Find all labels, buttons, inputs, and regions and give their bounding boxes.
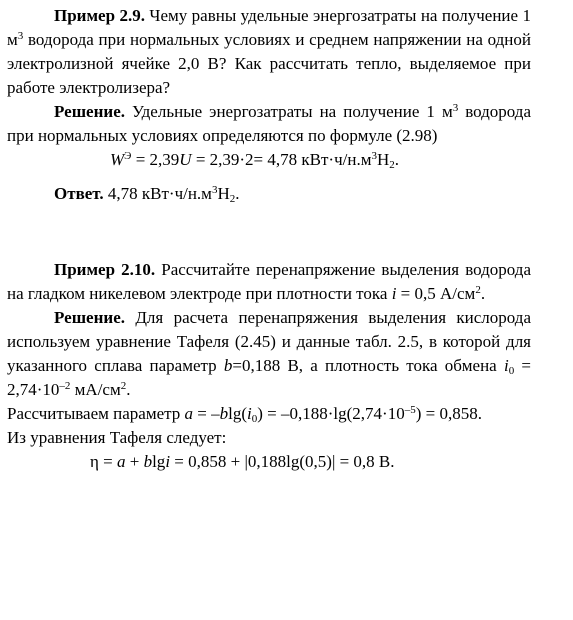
final-equation <box>90 450 395 474</box>
formula-end: . <box>394 150 399 169</box>
final-i: i <box>165 452 171 471</box>
calc-line <box>7 402 482 426</box>
example-2-10-question-text-a: Рассчитайте перенапряжение выделения водорода на гладком никелевом электроде при плотности тока <box>7 260 531 303</box>
solution-var-b: b <box>223 356 233 375</box>
example-2-10-solution <box>7 306 531 402</box>
example-2-10-solution-end: . <box>126 380 131 399</box>
formula-u: U <box>179 150 192 169</box>
calc-var-b: b <box>219 404 229 423</box>
answer-h: H <box>217 184 230 203</box>
formula-unit-sup: 3 <box>371 150 377 162</box>
final-rest: = 0,858 + <box>170 452 245 471</box>
calc-var-a: a <box>184 404 194 423</box>
example-2-9-solution-text-b: водорода при нормальных условиях определяются по формуле (2.98) <box>7 102 531 145</box>
answer-end: . <box>235 184 240 203</box>
solution-sup-exp: –2 <box>59 380 71 392</box>
answer-sub: 2 <box>229 193 236 205</box>
answer-label: Ответ. <box>54 184 104 203</box>
final-lg: lg <box>152 452 166 471</box>
final-result: = 0,8 В. <box>335 452 395 471</box>
example-2-9-solution-label: Решение. <box>54 102 125 121</box>
example-2-9-question-text-a: Чему равны удельные энергозатраты на получение 1 м <box>7 6 531 49</box>
formula-eq2: = 2,39·2= 4,78 кВт·ч/н.м <box>191 150 372 169</box>
example-2-10-solution-text-c: = 2,74·10 <box>7 356 532 399</box>
final-a: a <box>116 452 126 471</box>
calc-sup: –5 <box>404 404 416 416</box>
example-2-10-label: Пример 2.10. <box>54 260 156 279</box>
example-2-9-question <box>7 4 531 100</box>
formula-h-sub: 2 <box>389 159 395 171</box>
example-2-10-question-end: . <box>480 284 486 303</box>
example-2-10-solution-label: Решение. <box>54 308 125 327</box>
final-plus: + <box>125 452 144 471</box>
example-2-10-question-sup: 2 <box>475 284 481 296</box>
example-2-9-question-sup: 3 <box>17 30 24 42</box>
example-2-9-answer <box>54 182 239 206</box>
tafel-line: Из уравнения Тафеля следует: <box>7 428 227 447</box>
calc-var-i: i <box>247 404 252 423</box>
final-bar-right: | <box>331 452 336 471</box>
example-2-10-question-var-i: i <box>391 284 397 303</box>
example-2-10-solution-text-d: мА/см <box>70 380 121 399</box>
solution-var-i: i <box>503 356 509 375</box>
example-2-9-solution-text-a: Удельные энергозатраты на получение 1 м <box>125 102 453 121</box>
example-2-9-solution-sup: 3 <box>452 102 459 114</box>
solution-sub-0: 0 <box>508 365 515 377</box>
calc-text-c: lg( <box>228 404 248 423</box>
formula-h: H <box>376 150 390 169</box>
answer-text-a: 4,78 кВт·ч/н.м <box>103 184 212 203</box>
formula-w-sup: Э <box>124 150 132 162</box>
calc-text-a: Рассчитываем параметр <box>7 404 185 423</box>
example-2-10-question-text-b: = 0,5 А/см <box>396 284 476 303</box>
example-2-9-solution <box>7 100 531 148</box>
example-2-9-formula <box>110 148 399 172</box>
example-2-10-question <box>7 258 531 306</box>
final-b: b <box>143 452 153 471</box>
final-bar-left: | <box>244 452 248 471</box>
calc-text-b: = – <box>193 404 220 423</box>
calc-text-e: ) = 0,858. <box>415 404 482 423</box>
final-eta: η = <box>90 452 117 471</box>
example-2-10-solution-text-b: =0,188 В, а плотность тока обмена <box>232 356 504 375</box>
solution-sup-2: 2 <box>120 380 127 392</box>
calc-text-d: ) = –0,188·lg(2,74·10 <box>257 404 405 423</box>
example-2-9-label: Пример 2.9. <box>54 6 145 25</box>
example-2-9-question-text-b: водорода при нормальных условиях и среднем напряжении на одной электролизной ячейке 2,0 В? Как рассчитать тепло, выделяемое при работе электролизера? <box>7 30 531 97</box>
example-2-10-solution-text-a: Для расчета перенапряжения выделения кислорода используем уравнение Тафеля (2.45) и данные табл. 2.5, в которой для указанного сплава параметр <box>7 308 531 375</box>
formula-eq1: = 2,39 <box>131 150 180 169</box>
formula-w: W <box>110 150 125 169</box>
calc-sub-0: 0 <box>251 413 258 425</box>
answer-sup: 3 <box>211 184 218 196</box>
final-val: 0,188lg(0,5) <box>247 452 332 471</box>
